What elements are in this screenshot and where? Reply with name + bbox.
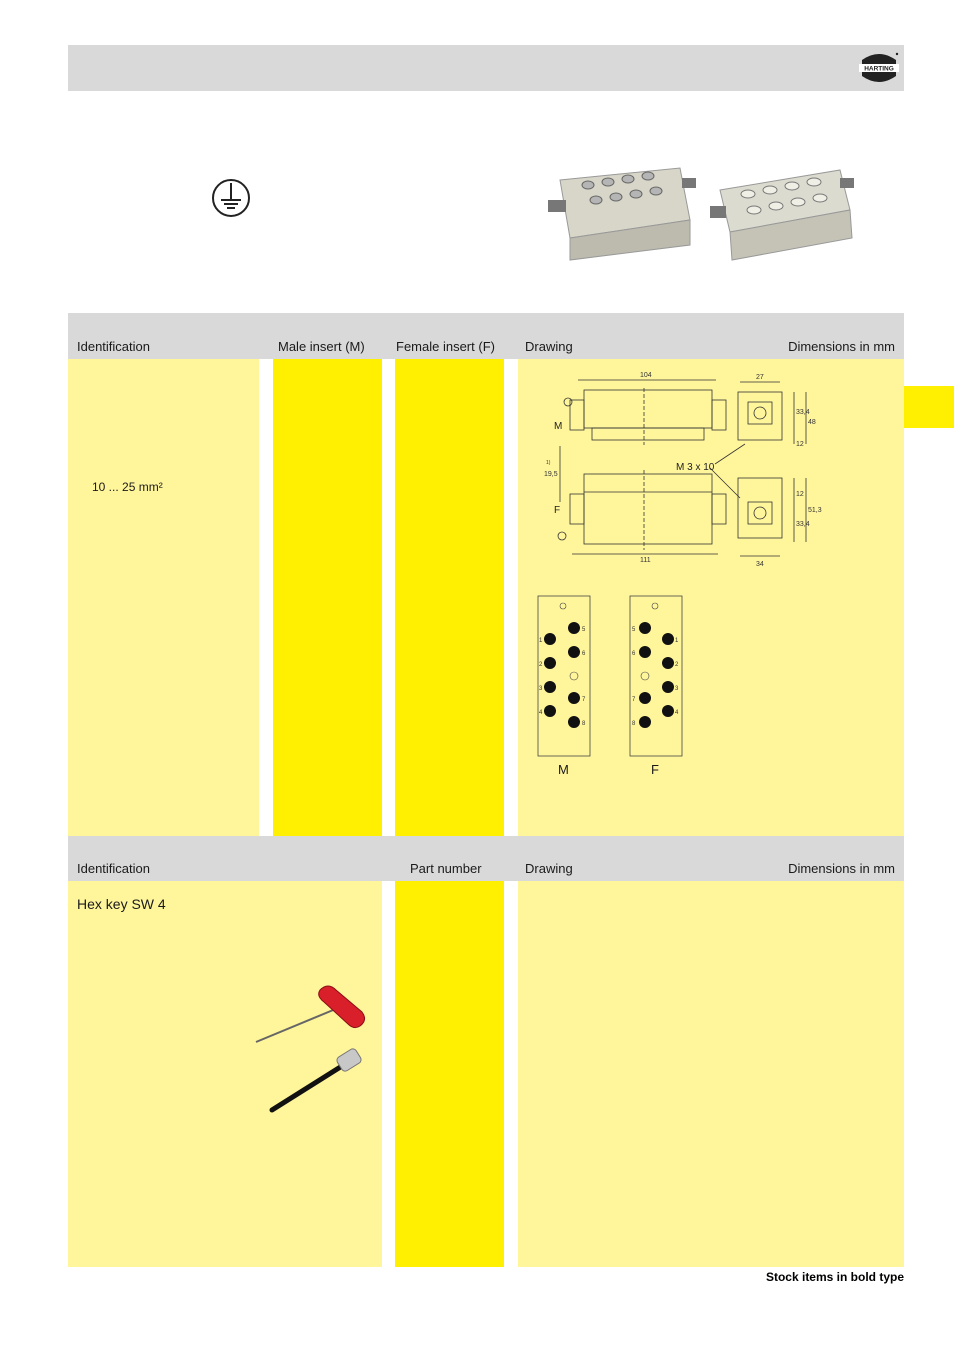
drawing-label-f: F	[554, 505, 561, 516]
pin-m-8: 8	[582, 721, 586, 727]
female-insert-cell	[395, 359, 504, 836]
hex-key-photo	[248, 980, 370, 1118]
pin-m-3: 3	[539, 686, 543, 692]
dim-h3: 12	[796, 441, 804, 448]
dim-side-top: 27	[756, 374, 764, 381]
male-insert-cell	[273, 359, 382, 836]
pin-f-4: 4	[675, 710, 679, 716]
pin-f-3: 3	[675, 686, 679, 692]
col-female-insert: Female insert (F)	[396, 339, 495, 354]
col-drawing: Drawing	[525, 339, 573, 354]
part-number-cell	[395, 881, 504, 1267]
dimension-drawing	[540, 370, 830, 570]
dim-bottom: 111	[640, 557, 651, 564]
pin-m-4: 4	[539, 710, 543, 716]
pin-f-7: 7	[632, 697, 636, 703]
female-insert-photo	[710, 170, 854, 260]
col2-part-number: Part number	[410, 861, 482, 876]
drawing-label-m: M	[554, 421, 563, 432]
col2-dimensions: Dimensions in mm	[788, 861, 895, 876]
hex-key-label: Hex key SW 4	[77, 896, 166, 912]
pin-f-8: 8	[632, 721, 636, 727]
wire-gauge-range: 10 ... 25 mm²	[92, 480, 163, 494]
dim-gap: 19,5	[544, 471, 558, 478]
col-dimensions: Dimensions in mm	[788, 339, 895, 354]
contact-face-female	[628, 594, 684, 758]
dim-h5: 33,4	[796, 521, 810, 528]
pin-f-1: 1	[675, 638, 679, 644]
pin-f-5: 5	[632, 627, 636, 633]
pin-m-2: 2	[539, 662, 543, 668]
dim-h2: 48	[808, 419, 816, 426]
dim-top: 104	[640, 372, 652, 379]
dim-side-bottom: 34	[756, 561, 764, 568]
pin-m-1: 1	[539, 638, 543, 644]
chapter-tab	[904, 386, 954, 428]
pin-f-6: 6	[632, 651, 636, 657]
pin-f-2: 2	[675, 662, 679, 668]
male-insert-photo	[548, 168, 696, 260]
col-identification: Identification	[77, 339, 150, 354]
dim-gap-note: 1)	[546, 460, 551, 466]
dim-h6: 51,3	[808, 507, 822, 514]
protective-earth-icon	[208, 178, 254, 218]
contact-face-male	[536, 594, 592, 758]
harting-logo	[858, 50, 900, 86]
col2-drawing: Drawing	[525, 861, 573, 876]
col-male-insert: Male insert (M)	[278, 339, 365, 354]
logo-text: HARTING	[864, 65, 894, 73]
dim-h4: 12	[796, 491, 804, 498]
pin-m-5: 5	[582, 627, 586, 633]
stock-note: Stock items in bold type	[765, 1270, 904, 1284]
pin-m-6: 6	[582, 651, 586, 657]
face-label-f: F	[651, 762, 659, 777]
header-bar	[68, 45, 904, 91]
tool-drawing-cell	[518, 881, 904, 1267]
face-label-m: M	[558, 762, 569, 777]
screw-label: M 3 x 10	[676, 462, 715, 473]
pin-m-7: 7	[582, 697, 586, 703]
col2-identification: Identification	[77, 861, 150, 876]
identification-cell	[68, 359, 259, 836]
table2-header	[68, 836, 904, 881]
dim-h1: 33,4	[796, 409, 810, 416]
product-photo	[540, 150, 870, 270]
